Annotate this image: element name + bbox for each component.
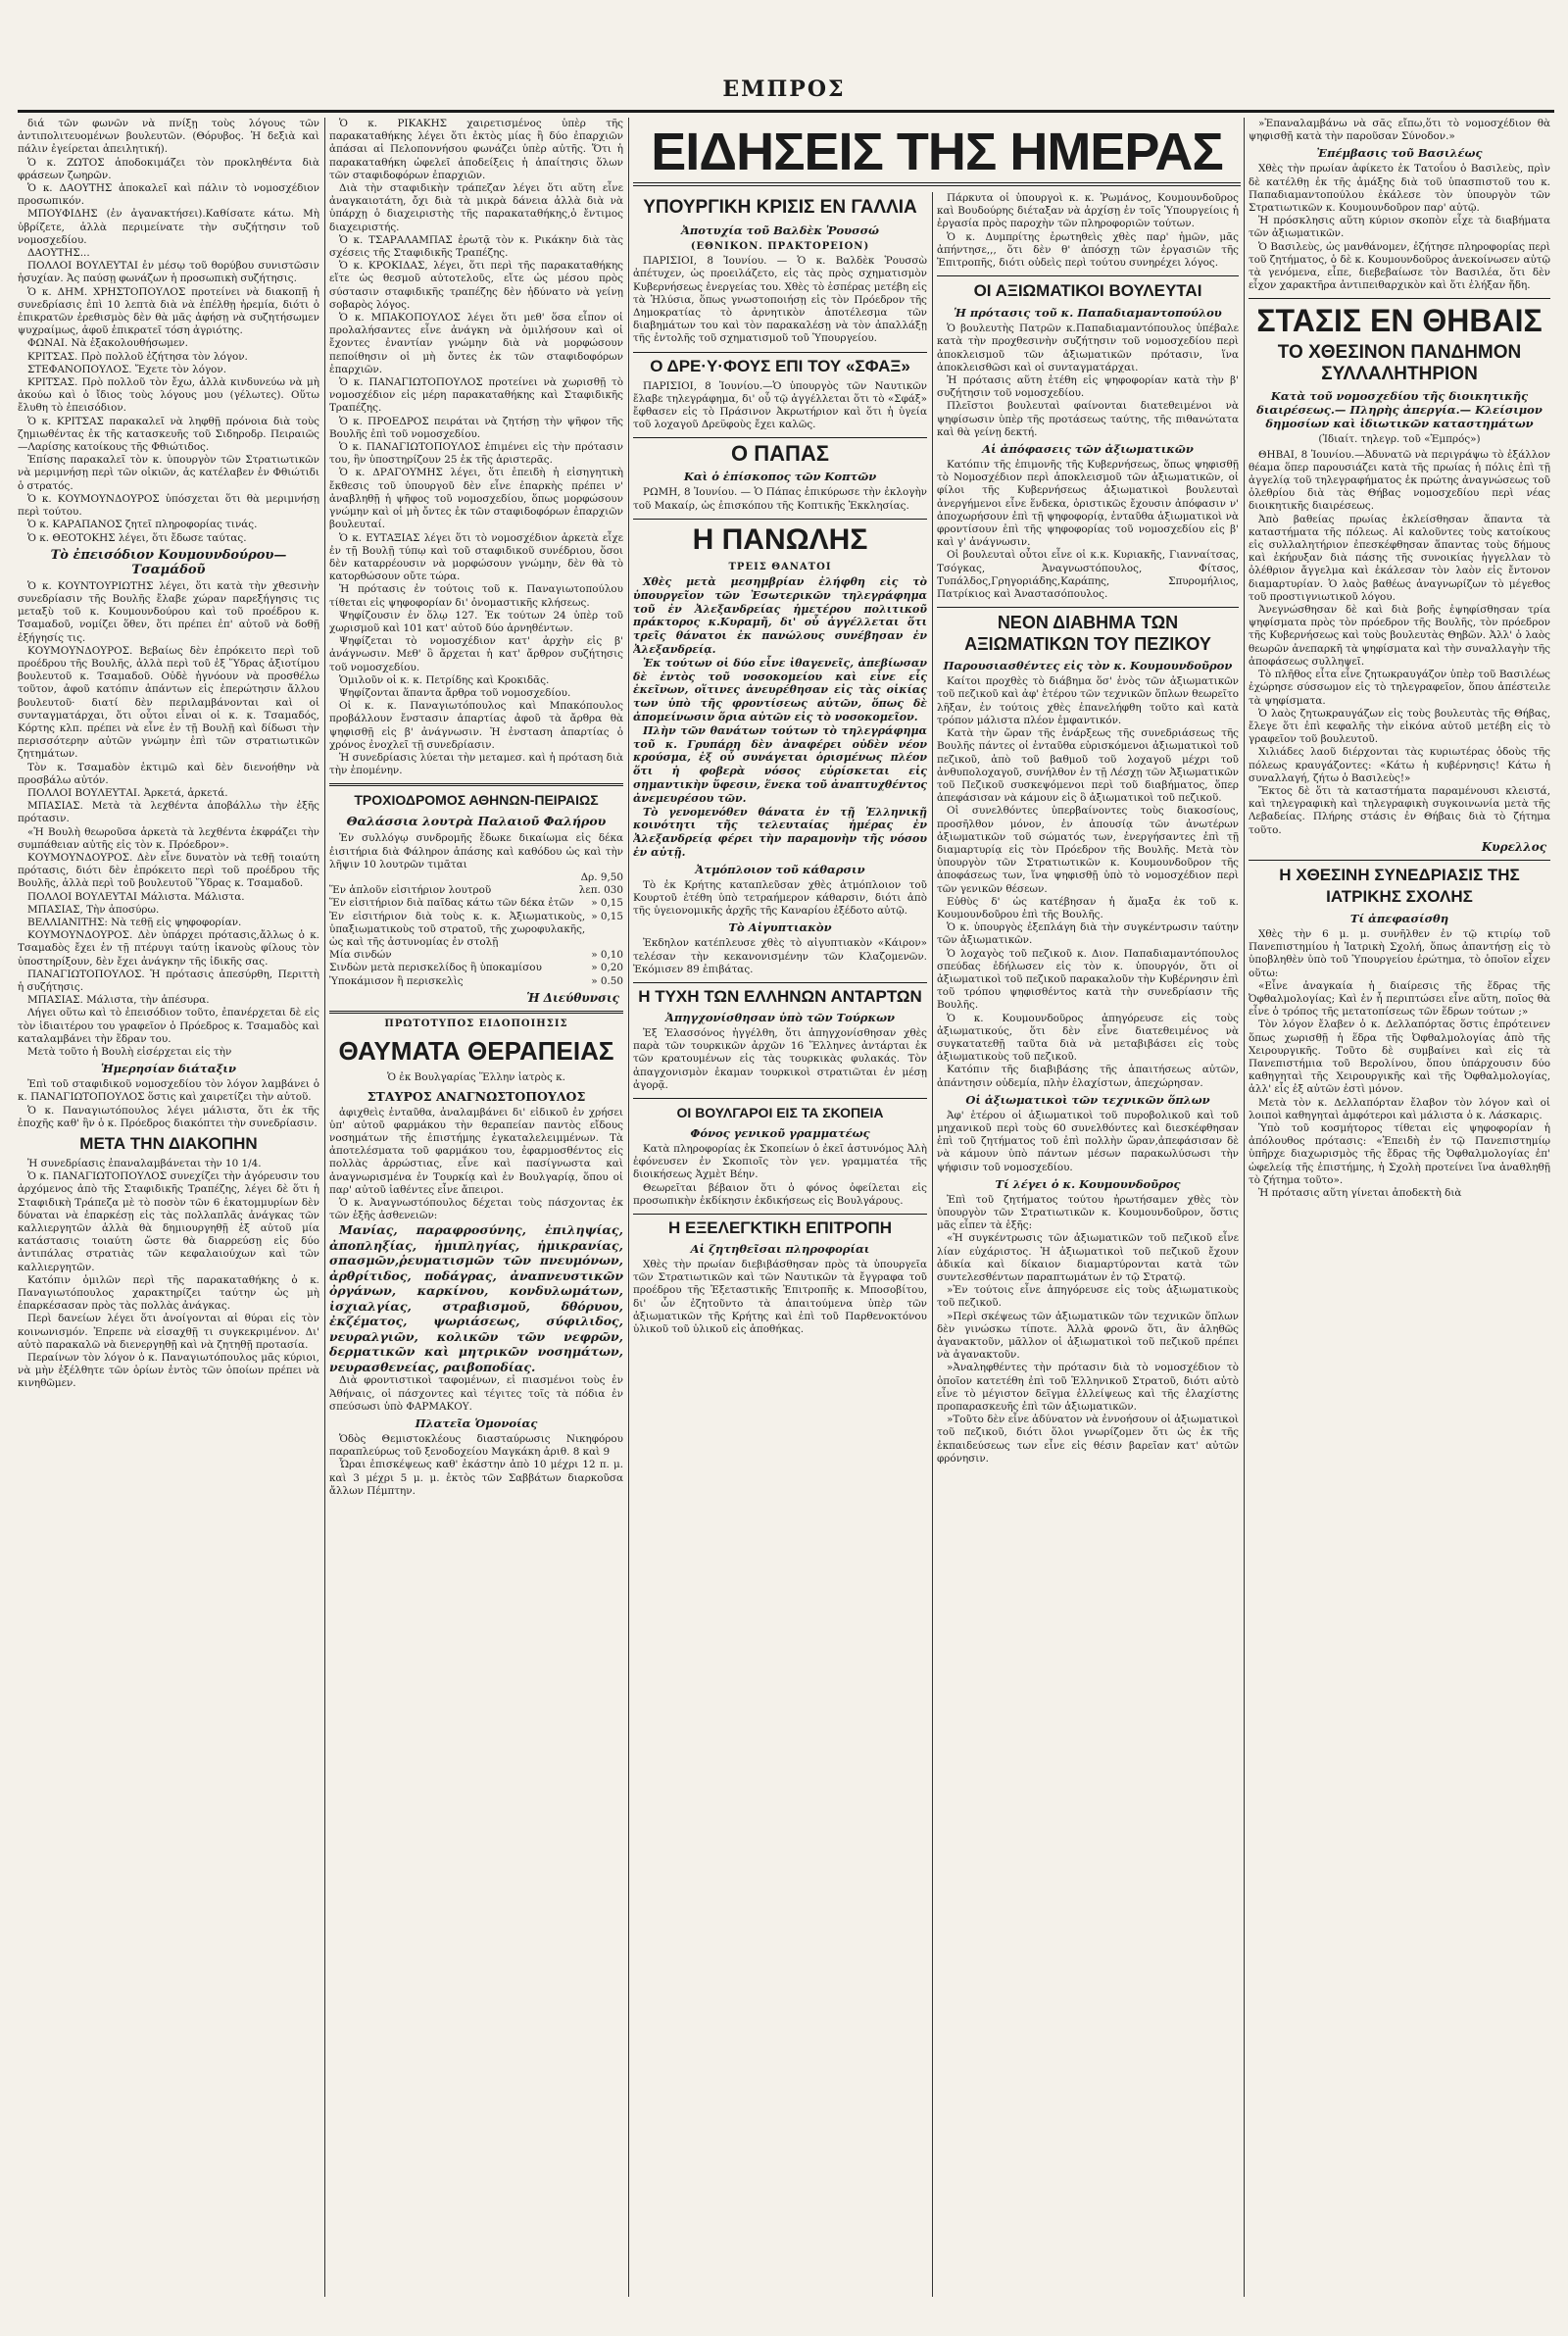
article-skopje-body: Κατὰ πληροφορίας ἐκ Σκοπείων ὁ ἐκεῖ ἀστυνόμος Ἀλὴ ἐφόνευσεν ἐν Σκοπιοῖς τὸν γεν. γραμματέα τῆς διοικήσεως Ἀχμὲτ Βέην. <box>633 1143 927 1181</box>
article-thebes-body <box>1249 449 1550 837</box>
article-thebes-title: ΣΤΑΣΙΣ ΕΝ ΘΗΒΑΙΣ <box>1256 303 1543 339</box>
ad-cure-name: ΣΤΑΥΡΟΣ ΑΝΑΓΝΩΣΤΟΠΟΥΛΟΣ <box>367 1089 586 1105</box>
paragraph: Εὐθὺς δ' ὡς κατέβησαν ἡ ἄμαξα ἐκ τοῦ κ. Κουμουνδοῦρου ἐπὶ τῆς Βουλῆς. <box>937 895 1239 920</box>
ad-tram-prices <box>329 871 623 988</box>
article-infantry-body-2 <box>937 1110 1239 1174</box>
ad-cure-kicker: ΠΡΩΤΟΤΥΠΟΣ ΕΙΔΟΠΟΙΗΣΙΣ <box>384 1019 568 1029</box>
column-1-paras-4 <box>18 1158 319 1391</box>
ad-cure-address-title: Πλατεῖα Ὁμονοίας <box>415 1417 538 1431</box>
ad-tram-subtitle: Θαλάσσια λουτρὰ Παλαιοῦ Φαλήρου <box>346 814 607 829</box>
article-skopje-body-2: Θεωρεῖται βέβαιον ὅτι ὁ φόνος ὀφείλεται εἰς προσωπικὴν ἐκδίκησιν ἐκδικήσεως εἰς Βουλγάρους. <box>633 1181 927 1207</box>
paragraph: ΜΠΟΥΦΙΔΗΣ (ἐν ἀγανακτήσει).Καθίσατε κάτω. Μὴ ὑβρίζετε, ἀλλὰ περιμείνατε τὴν συζήτησιν τοῦ νομοσχεδίου. <box>18 208 319 246</box>
ad-cure-body: ἀφιχθεὶς ἐνταῦθα, ἀναλαμβάνει δι' εἰδικοῦ ἐν χρήσει ὑπ' αὐτοῦ φαρμάκου τὴν θεραπείαν παντὸς εἴδους νοσημάτων τῆς ἐπιστήμης ἐγκαταλελειμμένων. Τὰ ἀποτελέσματα τοῦ φαρμάκου του, ἐφαρμοσθέντος εἰς πολλὰς ἀρρώστιας, εἶνε καὶ πασίγνωστα καὶ ἀναγνωρισμένα ἐν Τουρκίᾳ καὶ ἐν Βουλγαρίᾳ, ὅπου οἱ παρ' αὐτοῦ ἰαθέντες εἶνε ἄπειροι. <box>329 1106 623 1196</box>
article-medschool-title: Η ΧΘΕΣΙΝΗ ΣΥΝΕΔΡΙΑΣΙΣ ΤΗΣ ΙΑΤΡΙΚΗΣ ΣΧΟΛΗΣ <box>1279 865 1520 906</box>
paragraph: ΚΟΥΜΟΥΝΔΟΥΡΟΣ. Δὲν εἶνε δυνατὸν νὰ τεθῇ τοιαύτη πρότασις, διότι δὲν ἐπρόκειτο περὶ τοῦ προέδρου τῆς Βουλῆς, ἀλλὰ περὶ τοῦ βουλευτοῦ Ὕδρας κ. Τσαμαδοῦ. <box>18 851 319 890</box>
paragraph: Οἱ κ. κ. Παναγιωτόπουλος καὶ Μπακόπουλος προβάλλουν ἔνστασιν ἀπαρτίας ἀφοῦ τὰ ἄρθρα θὰ ψηφισθῇ εἰς β' ἀνάγνωσιν. Ἡ ἐνσταση ἀπαρτίας ὁ χρόνος ἐνοχλεῖ τῇ συνεδρίασιν. <box>329 700 623 751</box>
column-2 <box>329 118 623 2297</box>
article-pope-body <box>633 486 927 512</box>
paragraph: Ὁ κ. ΘΕΟΤΟΚΗΣ λέγει, ὅτι ἔδωσε ταύτας. <box>27 531 247 544</box>
paragraph: Ὁ κ. ΜΠΑΚΟΠΟΥΛΟΣ λέγει ὅτι μεθ' ὅσα εἶπον οἱ προλαλήσαντες εἶνε ἀνάγκη νὰ ὁμιλήσουν καὶ οἱ ἔχοντες ἐναντίαν γνώμην διὰ νὰ μορφώσουν πεποίθησιν οἱ μὴ ὄντες ἐκ τῶν σταφιδοφόρων ἐπαρχιῶν. <box>329 312 623 375</box>
article-plague-title: Η ΠΑΝΩΛΗΣ <box>692 522 868 556</box>
price-row <box>329 962 623 974</box>
paragraph: Τὸν κ. Τσαμαδὸν ἐκτιμῶ καὶ δὲν διενοήθην νὰ προσβάλω αὐτόν. <box>18 761 319 786</box>
paragraph: Ὁ κ. ΚΡΙΤΣΑΣ παρακαλεῖ νὰ ληφθῇ πρόνοια διὰ τοὺς ζημιωθέντας ἐκ τῆς κατασκευῆς τοῦ Σιδηροδρ. Πειραιῶς—Λαρίσης κατοίκους τῆς Φθιώτιδος. <box>18 415 319 454</box>
paragraph: Ἡ πρότασις αὕτη ἐτέθη εἰς ψηφοφορίαν κατὰ τὴν β' συζήτησιν τοῦ νομοσχεδίου. <box>937 374 1239 400</box>
price-row <box>329 949 623 962</box>
column-1-paras <box>18 118 319 545</box>
paragraph: ΠΑΝΑΓΙΩΤΟΠΟΥΛΟΣ. Ἡ πρότασις ἀπεσύρθη, Περιττὴ ἡ συζήτησις. <box>18 968 319 993</box>
paragraph: Ἀπὸ βαθείας πρωίας ἐκλείσθησαν ἅπαντα τὰ καταστήματα τῆς πόλεως. Αἱ καλοῦντες τοὺς κατοίκους εἰς συλλαλητήριον ἐπεσκέφθησαν ἅπαντας τοὺς δήμους καὶ ἐκήρυξαν διὰ πάσης τῆς συνοικίας ἠγγελλαν τὸ ὀλέθριον ἄγγελμα καὶ ἐκάλεσαν τὸν λαὸν εἰς ἔντονον διαμαρτυρίαν. Ὁ λαὸς βαθέως ἀναγνωρίζων τὸ μέγεθος τοῦ προστιγνιωτικοῦ λόγου. <box>1249 513 1550 603</box>
paragraph: Ὁ κ. ΡΙΚΑΚΗΣ χαιρετισμένος ὑπὲρ τῆς παρακαταθήκης λέγει ὅτι ἐκτὸς μίας ἢ δύο ἐπαρχιῶν ἁπάσαι αἱ Πελοποννήσου φωνάζει ὑπὲρ αὐτῆς. Ὅτι ἡ παρακαταθήκη ὠφελεῖ ἀποδείξεις ἡ ἀπαίτησις ὅλων τῶν σταφιδοφόρων ἐπαρχιῶν. <box>329 118 623 181</box>
divider <box>329 783 623 786</box>
column-2-paras <box>329 118 623 777</box>
divider <box>329 1011 623 1014</box>
price-label: Ἐν εἰσιτήριον διὰ τοὺς κ. κ. Ἀξιωματικοὺς, ὑπαξιωματικοὺς τοῦ στρατοῦ, τῆς χωροφυλακῆς, ὡς καὶ τῆς ἀστυνομίας ἐν στολῇ <box>329 910 586 948</box>
paragraph: Καίτοι προχθὲς τὸ διάβημα ὅσ' ἑνὸς τῶν ἀξιωματικῶν τοῦ πεζικοῦ καὶ ἀφ' ἑτέρου τῶν τεχνικῶν ὅπλων θεωρεῖτο λῆξαν, ἐν τούτοις χθὲς ἐπανελήφθη τοῦτο καὶ κατὰ τρόπον μάλιστα πλέον ἐμφαντικόν. <box>937 675 1239 726</box>
price-value: » 0,15 <box>591 910 623 922</box>
price-value: » 0,15 <box>591 897 623 910</box>
paragraph: Ἡ πρόσκλησις αὕτη κύριον σκοπὸν εἶχε τὰ διαβήματα τῶν ἀξιωματικῶν. <box>1249 215 1550 240</box>
article-infantry-subtitle: Παρουσιασθέντες εἰς τὸν κ. Κουμουνδοῦρον <box>943 659 1233 673</box>
article-officers-title: ΟΙ ΑΞΙΩΜΑΤΙΚΟΙ ΒΟΥΛΕΥΤΑΙ <box>973 281 1202 301</box>
price-value: Δρ. 9,50 <box>580 870 623 883</box>
paragraph: ΣΤΕΦΑΝΟΠΟΥΛΟΣ. Ἔχετε τὸν λόγον. <box>27 363 227 375</box>
divider <box>633 519 927 520</box>
paragraph: Τὸν λόγον ἔλαβεν ὁ κ. Δελλαπόρτας ὅστις ἐπρότεινεν ὅπως χωρισθῇ ἡ ἕδρα τῆς Ὀφθαλμολογίας ἀπὸ τῆς Χειρουργικῆς. Τοῦτο δὲ συμβαίνει καὶ εἰς τὰ Πανεπιστήμια τοῦ Βερολίνου, ὅπου ὑπάρχουσιν δύο καθηγηταὶ τῆς Χειρουργικῆς καὶ τῆς Ὀφθαλμολογίας, ἀλλ' εἷς ἐξ αὐτῶν ἐστὶ μόνον. <box>1249 1019 1550 1096</box>
paragraph: Ψηφίζεται τὸ νομοσχέδιον κατ' ἀρχὴν εἰς β' ἀνάγνωσιν. Μεθ' ὃ ἄρχεται ἡ κατ' ἄρθρον συζήτησις τοῦ νομοσχεδίου. <box>329 635 623 673</box>
divider <box>633 1098 927 1099</box>
ad-cure-title: ΘΑΥΜΑΤΑ ΘΕΡΑΠΕΙΑΣ <box>338 1036 614 1067</box>
paragraph: ΜΠΑΣΙΑΣ, Τὴν ἀποσύρω. <box>27 903 160 916</box>
price-label: Σινδὼν μετὰ περισκελίδος ἢ ὑποκαμίσου <box>329 962 542 974</box>
article-thebes-subtitle: ΤΟ ΧΘΕΣΙΝΟΝ ΠΑΝΔΗΜΟΝ ΣΥΛΛΑΛΗΤΗΡΙΟΝ <box>1277 342 1522 385</box>
article-dreyfus-body <box>633 380 927 432</box>
column-4-paras <box>937 192 1239 270</box>
column-1-paras-2 <box>18 580 319 1060</box>
paragraph: Ἀφ' ἑτέρου οἱ ἀξιωματικοὶ τοῦ πυροβολικοῦ καὶ τοῦ μηχανικοῦ περὶ τοὺς 60 συνελθόντες καὶ διεσκέφθησαν ἐπὶ τοῦ ζητήματος τοῦ ἐπὶ πολλὴν ὥραν,ἀπεφάσισαν δὲ νὰ κάμουν ὑπὸ πάντων μέσων παρακωλύσωσι τὴν ψήφισιν τοῦ νομοσχεδίου. <box>937 1109 1239 1173</box>
ad-tram-signature: Ἡ Διεύθυνσις <box>526 990 619 1005</box>
price-label: Μία σινδών <box>329 949 392 962</box>
paragraph: ΠΟΛΛΟΙ ΒΟΥΛΕΥΤΑΙ Μάλιστα. Μάλιστα. <box>27 890 245 903</box>
article-medschool-body <box>1249 928 1550 1200</box>
article-officers-body-2 <box>937 459 1239 601</box>
paragraph: Ὁ κ. Κουμουνδοῦρος ἀπηγόρευσε εἰς τοὺς ἀξιωματικούς, ὅτι δὲν εἶνε διατεθειμένος νὰ συγκατατεθῇ ταῦτα διὰ νὰ μεταβιβάσει εἰς τοὺς ἀξιωματικοὺς τοῦ πεζικοῦ. <box>937 1012 1239 1064</box>
column-1-subhead-2: Ἡμερησίαν διάταξιν <box>101 1062 236 1076</box>
paragraph: »Ἀναληφθέντες τὴν πρότασιν διὰ τὸ νομοσχέδιον τὸ ὁποῖον κατετέθη ἐπὶ τοῦ Ἑλληνικοῦ Στρατοῦ, διότι αὐτὸ εἶνε τὸ μέγιστον δεῖγμα ἐλλείψεως καὶ τῆς ἐλαχίστης προπαρασκευῆς ἐπὶ τῶν ἀξιωματικῶν. <box>937 1362 1239 1414</box>
price-value: » 0.50 <box>591 974 623 987</box>
article-plague-body-5: Τὸ ἐκ Κρήτης καταπλεῦσαν χθὲς ἀτμόπλοιον τοῦ Κουρτοῦ ἐτέθη ὑπὸ τετραήμερον κάθαρσιν, διότι ἀπὸ τῆς ὑγειονομικῆς ἀρχῆς τῆς Καναρίου ἐξέδοτο αὐτῷ. <box>633 878 927 918</box>
divider <box>633 437 927 438</box>
paragraph: Διὰ τὴν σταφιδικὴν τράπεζαν λέγει ὅτι αὕτη εἶνε ἀναγκαιοτάτη, ὄχι διὰ τὰ μικρὰ δάνεια ἀλλὰ διὰ νὰ ὑπάρχῃ ὁ διαχειριστὴς τῆς παρακαταθήκης,ὁ ἔντιμος διαχειριστής. <box>329 182 623 233</box>
paragraph: Ἡ πρότασις αὕτη γίνεται ἀποδεκτὴ διὰ <box>1258 1187 1462 1199</box>
column-1-heading-3: ΜΕΤΑ ΤΗΝ ΔΙΑΚΟΠΗΝ <box>79 1134 258 1154</box>
paragraph: Ὁ κ. ΚΟΥΜΟΥΝΔΟΥΡΟΣ ὑπόσχεται ὅτι θὰ μεριμνήσῃ περὶ τούτου. <box>18 492 319 519</box>
paragraph: Ὑπὸ τοῦ κοσμήτορος τίθεται εἰς ψηφοφορίαν ἡ ἀπόλουθος πρότασις: «Ἐπειδὴ ἐν τῷ Πανεπιστημίῳ ὑπῆρχε διαχωρισμὸς τῆς ἕδρας τῆς Ὀφθαλμολογίας ἐπ' ὠφελείᾳ τῆς ἐπιστήμης, ἡ Σχολὴ προτείνει ἵνα ἀναθληθῇ τὸ ζήτημα τοῦτο». <box>1249 1121 1550 1186</box>
top-rule <box>18 110 1554 113</box>
price-row <box>329 911 623 950</box>
paragraph: Ἔκτος δὲ ὅτι τὰ καταστήματα παραμένουσι κλειστά, καὶ τηλεγραφικὴ καὶ τηλεγραφικὴ συγκοινωνία μετὰ τῆς Λεβαδείας. Πλήρης στάσις ἐν Θήβαις διὰ τὸ ζήτημα τοῦτο. <box>1249 784 1550 836</box>
ad-cure-address: Ὁδὸς Θεμιστοκλέους διασταύρωσις Νικηφόρου παραπλεύρως τοῦ ξενοδοχείου Μαγκάκη ἀριθ. 8 καὶ 9 <box>329 1433 623 1459</box>
article-thebes-deck: Κατὰ τοῦ νομοσχεδίου τῆς διοικητικῆς διαιρέσεως.— Πληρὴς ἀπεργία.— Κλείσιμον δημοσίων καὶ ἰδιωτικῶν καταστημάτων <box>1256 389 1543 431</box>
main-headline: ΕΙΔΗΣΕΙΣ ΤΗΣ ΗΜΕΡΑΣ <box>633 122 1241 186</box>
paragraph: Τὸ πλῆθος εἶτα εἶνε ζητωκραυγάζον ὑπὲρ τοῦ Βασιλέως ἐχώρησε σύσσωμον εἰς τὸ τηλεγραφεῖον, ὅπου ἀπέστειλε τὰ ψηφίσματα. <box>1249 669 1550 707</box>
paragraph: Οἱ συνελθόντες ὑπερβαίνοντες τοὺς διακοσίους, προσῆλθον μόνον, ἐν ἀπουσίᾳ τῶν ἀνωτέρων ἀξιωματικῶν τοῦ σώματός των, ἐνεργήσαντες ἐπὶ τῇ διαμαρτυρίᾳ εἰς τὸν Πρόεδρον τῆς Βουλῆς. Μετὰ τὸν ὑπουργὸν τῶν Στρατιωτικῶν κ. Κουμουνδοῦρον τῆς ἀποφάσεως των, ἵνα ψηφισθῇ ὑπὸ τὸ νομοσχέδιον περὶ τῶν γενικῶν θέσεων. <box>937 805 1239 895</box>
paragraph: Οἱ βουλευταὶ οὗτοι εἶνε οἱ κ.κ. Κυριακῆς, Γιανναίτσας, Τσόγκας, Ἀναγνωστόπουλος, Φίτσος, Τυπάλδος,Γρηγοριάδης,Καράπης, Σπυρομήλιος, Πατρίκιος καὶ Ἀναστασόπουλος. <box>937 549 1239 601</box>
paragraph: Ἐπὶ τοῦ σταφιδικοῦ νομοσχεδίου τὸν λόγον λαμβάνει ὁ κ. ΠΑΝΑΓΙΩΤΟΠΟΥΛΟΣ ὅστις καὶ χαιρετίζει τὴν αὐτοῦ. <box>18 1078 319 1104</box>
paragraph: Ψηφίζουσιν ἐν ὅλῳ 127. Ἐκ τούτων 24 ὑπὲρ τοῦ χωρισμοῦ καὶ 101 κατ' αὐτοῦ δύο ἀρνηθέντων. <box>329 609 623 634</box>
article-plague-body-6: Ἐκδηλον κατέπλευσε χθὲς τὸ αἰγυπτιακὸν «Κάιρον» τελέσαν τὴν κεκανονισμένην τῶν Κλαζομενῶν. Ἐκόμισεν 89 ἐπιβάτας. <box>633 937 927 975</box>
column-1-subhead-1: Τὸ ἐπεισόδιον Κουμουνδούρου—Τσαμάδοῦ <box>50 547 287 577</box>
paragraph: Χθὲς τὴν 6 μ. μ. συνῆλθεν ἐν τῷ κτιρίῳ τοῦ Πανεπιστημίου ἡ Ἰατρικὴ Σχολή, ὅπως ἀπαντήσῃ εἰς τὸ ὑποβληθὲν ὑπὸ τοῦ Ὑπουργείου ἐρώτημα, τὸ ὁποῖον εἶχεν οὕτω: <box>1249 927 1550 979</box>
paragraph: ΠΑΡΙΣΙΟΙ, 8 Ἰουνίου.—Ὁ ὑπουργὸς τῶν Ναυτικῶν ἔλαβε τηλεγράφημα, δι' οὗ τῷ ἀγγέλλεται ὅτι τὸ «Σφάξ» ἔφθασεν εἰς τὸ Πράσινον Ἀκρωτήριον καὶ ὅτι ἡ ὑγεία τοῦ λοχαγοῦ Δρεϋφοὺς ἔχει καλῶς. <box>633 379 927 431</box>
article-officers-subtitle: Ἡ πρότασις τοῦ κ. Παπαδιαμαντοπούλου <box>954 306 1222 321</box>
paragraph: Ὁ λοχαγὸς τοῦ πεζικοῦ κ. Διον. Παπαδιαμαντόπουλος σπεύδας ἐδήλωσεν εἰς τὸν κ. ὑπουργόν, ὅτι οἱ ἀξιωματικοὶ τοῦ πεζικοῦ παρακαλοῦν τὴν Κυβέρνησιν ἐπὶ τοῦ τρόπου ψηφισθέντος κατὰ τὴν συνεδρίασιν τῆς Βουλῆς. <box>937 947 1239 1012</box>
article-pope-title: Ο ΠΑΠΑΣ <box>731 441 829 467</box>
article-committee-title: Η ΕΞΕΛΕΓΚΤΙΚΗ ΕΠΙΤΡΟΠΗ <box>667 1218 892 1238</box>
paragraph: Ὁ κ. ΠΑΝΑΓΙΩΤΟΠΟΥΛΟΣ συνεχίζει τὴν ἀγόρευσιν του ἀρχόμενος ἀπὸ τῆς Σταφιδικῆς Τραπέζης, λέγει δὲ ὅτι ἡ Σταφιδικὴ Τράπεζα μὲ τὸ ποσὸν τῶν 6 ἑκατομμυρίων δὲν δύναται νὰ ἐπαρκέσῃ εἰς τὰς πολλαπλᾶς ἀνάγκας τῶν καλλιεργητῶν ἀλλὰ θὰ δημιουργηθῇ ἐξ αὐτοῦ μία κατάστασις τοιαύτη ὥστε θὰ διαρρεύσῃ εἰς δύο ἀντιπάλας στρατιὰς τῶν κεφαλαιούχων καὶ τῶν καλλιεργητῶν. <box>18 1170 319 1273</box>
divider <box>1249 860 1550 861</box>
divider <box>937 607 1239 608</box>
ad-cure-diseases: Μανίας, παραφροσύνης, ἐπιληψίας, ἀποπληξίας, ἡμιπληγίας, ἡμικρανίας, σπασμῶν,ῥευματισμῶν τῶν πνευμόνων, ἀρθρίτιδος, ποδάγρας, ἀναπνευστικῶν ὀργάνων, καρκίνου, κονδυλωμάτων, ἰσχιαλγίας, στραβισμοῦ, δθόρυου, ἐκζέματος, ψωριάσεως, σύφιλιδος, νευραλγιῶν, κολικῶν τῶν νεφρῶν, δερματικῶν καὶ μητρικῶν νοσημάτων, νευρασθενείας, ραιβοποδίας. <box>329 1222 623 1374</box>
paragraph: Κατόπιν τῆς ἐπιμονῆς τῆς Κυβερνήσεως, ὅπως ψηφισθῇ τὸ Νομοσχέδιον περὶ ἀποκλεισμοῦ τῶν ἀξιωματικῶν, οἱ φίλοι τῆς Κυβερνήσεως ἀξιωματικοὶ βουλευταὶ ἀνεργήμενοι εἶνε ἕνδεκα, ὁριστικῶς ἔχουσιν ἀπόφασιν ν' ἀποχωρήσουν ἐπὶ τῇ ψηφοφορίᾳ, ἐνταῦθα ἀξιωματικοὶ νὰ φροντίσουν ἐπὶ τῆς ψηφοφορίας τοῦ νομοσχεδίου εἰς β' καὶ γ' ἀνάγνωσιν. <box>937 459 1239 549</box>
article-officers-body <box>937 323 1239 439</box>
paragraph: Ὁ κ. ΔΑΟΥΤΗΣ ἀποκαλεῖ καὶ πάλιν τὸ νομοσχέδιον προσωπικόν. <box>18 182 319 208</box>
paragraph: ΘΗΒΑΙ, 8 Ἰουνίου.—Ἀδυνατῶ νὰ περιγράψω τὸ ἐξάλλον θέαμα ὅπερ παρουσιάζει κατὰ τῆς πρωίας ἡ πόλις ἐπὶ τῇ ἀγγελίᾳ τοῦ τηλεγραφήματος ἐκ πρώτης ἀναγνώσεως τοῦ ὀλεθρίου διὰ τὰς Θήβας νομοσχεδίου περὶ νέας διοικητικῆς διαιρέσεως. <box>1249 448 1550 513</box>
column-3 <box>633 192 927 2297</box>
article-skopje-title: ΟΙ ΒΟΥΛΓΑΡΟΙ ΕΙΣ ΤΑ ΣΚΟΠΕΙΑ <box>676 1105 884 1121</box>
column-rule <box>932 192 933 2297</box>
article-thebes-signature: Κυρελλος <box>1481 839 1546 854</box>
article-infantry-title: ΝΕΟΝ ΔΙΑΒΗΜΑ ΤΩΝ ΑΞΙΩΜΑΤΙΚΩΝ ΤΟΥ ΠΕΖΙΚΟΥ <box>964 613 1211 655</box>
price-value: » 0,10 <box>591 949 623 962</box>
column-1-paras-3 <box>18 1078 319 1130</box>
article-rebels-subtitle: Ἀπηγχονίσθησαν ὑπὸ τῶν Τούρκων <box>664 1011 896 1024</box>
paragraph: »Ἐπαναλαμβάνω νὰ σᾶς εἴπω,ὅτι τὸ νομοσχέδιον θὰ ψηφισθῇ κατὰ τὴν παροῦσαν Σύνοδον.» <box>1249 118 1550 143</box>
paragraph: Ψηφίζονται ἅπαντα ἄρθρα τοῦ νομοσχεδίου. <box>339 686 571 699</box>
article-thebes-source: (Ἰδιαίτ. τηλεγρ. τοῦ «Ἐμπρός») <box>1318 433 1481 446</box>
column-4 <box>937 192 1239 2297</box>
paragraph: Ἐπὶ τοῦ ζητήματος τούτου ἠρωτήσαμεν χθὲς τὸν ὑπουργὸν τῶν Στρατιωτικῶν κ. Κουμουνδοῦρον, ὅστις μᾶς εἶπεν τὰ ἑξῆς: <box>937 1193 1239 1232</box>
paragraph: Ὁ κ. Δυμπρίτης ἐρωτηθεὶς χθὲς παρ' ἡμῶν, μᾶς ἀπήντησε,,, ὅτι δὲν θ' ἀπόσχῃ τῶν ἐργασιῶν τῆς Ἐπιτροπῆς, διότι οὐδεὶς περὶ τούτου συνηρέχει λόγος. <box>937 230 1239 270</box>
ad-cure-line2: Ὁ κ. Ἀναγνωστόπουλος δέχεται τοὺς πάσχοντας ἐκ τῶν ἑξῆς ἀσθενειῶν: <box>329 1197 623 1222</box>
paragraph: Περαίνων τὸν λόγον ὁ κ. Παναγιωτόπουλος μᾶς κύριοι, νὰ μὴν ἐξέλθητε τῶν ὁρίων ἐντὸς τῶν ὁποίων πρέπει νὰ κινηθῶμεν. <box>18 1352 319 1390</box>
paragraph: Μετὰ τὸν κ. Δελλαπόρταν ἔλαβον τὸν λόγον καὶ οἱ λοιποὶ καθηγηταὶ ἀμφότεροι καὶ μάλιστα ὁ κ. Λάσκαρις. <box>1249 1096 1550 1121</box>
article-rebels-body: Ἐξ Ἐλασσόνος ἠγγέλθη, ὅτι ἀπηγχονίσθησαν χθὲς παρὰ τῶν τουρκικῶν ἀρχῶν 16 Ἕλληνες ἀντάρται ἐκ τῶν κρατουμένων εἰς τὰς τουρκικὰς φυλακάς. Τὸν ἀπαγχονισμὸν ἐκαμαν τουρκικοὶ στρατιῶται ἐν μέσῃ ἀγορᾷ. <box>633 1027 927 1091</box>
paragraph: ΚΡΙΤΣΑΣ. Πρὸ πολλοῦ ἐζήτησα τὸν λόγον. <box>27 350 248 363</box>
column-rule <box>628 118 629 2297</box>
article-medschool-subtitle: Τί ἀπεφασίσθη <box>1349 911 1449 925</box>
article-crisis-subtitle: Ἀποτυχία τοῦ Βαλδὲκ Ῥουσσώ <box>680 224 880 237</box>
article-crisis-source: (ΕΘΝΙΚΟΝ. ΠΡΑΚΤΟΡΕΙΟΝ) <box>690 241 870 252</box>
paragraph: Ὁ λαὸς ζητωκραυγάζων εἰς τοὺς βουλευτὰς τῆς Θήβας, ἔλεγε ὅτι ἐπὶ κεφαλῆς τὴν εἰκόνα αὐτοῦ μετέβη εἰς τὸ γραφεῖον τοῦ βουλευτοῦ. <box>1249 707 1550 746</box>
column-rule <box>324 118 325 2297</box>
paragraph: Χιλιάδες λαοῦ διέρχονται τὰς κυριωτέρας ὁδοὺς τῆς πόλεως κραυγάζοντες: «Κάτω ἡ κυβέρνησις! Κάτω ἡ συναλλαγή, ζήτω ὁ Βασιλεὺς!» <box>1249 746 1550 784</box>
paragraph: Ὁ κ. ὑπουργὸς ἐξεπλάγη διὰ τὴν συγκέντρωσιν ταύτην τῶν ἀξιωματικῶν. <box>937 921 1239 947</box>
paragraph: Ὁ κ. ΠΡΟΕΔΡΟΣ πειράται νὰ ζητήσῃ τὴν ψῆφον τῆς Βουλῆς ἐπὶ τοῦ νομοσχεδίου. <box>329 415 623 440</box>
article-plague-body-3: Πλὴν τῶν θανάτων τούτων τὸ τηλεγράφημα τοῦ κ. Γρυπάρη δὲν ἀναφέρει οὐδὲν νέον κρούσμα, ἐξ οὗ συνάγεται ὁρισμένως πλέον ὅτι ἡ φοβερὰ νόσος εὑρίσκεται εἰς σημαντικὴν ὕφεσιν, ἕνεκα τοῦ ἀναπτυχθέντος ἀνεμευρέσου τῶν. <box>633 723 927 805</box>
paragraph: Ὁ κ. ΔΗΜ. ΧΡΗΣΤΟΠΟΥΛΟΣ προτείνει νὰ διακοπῇ ἡ συνεδρίασις ἐπὶ 10 λεπτὰ διὰ νὰ ἐπέλθῃ ἠρεμία, διότι ὁ ἐπικρατῶν ἐρεθισμὸς δὲν θὰ μᾶς ἀφήσῃ νὰ συζητήσωμεν ψυχραίμως, ἀφοῦ ἐπικρατεῖ τόση ἀγριότης. <box>18 285 319 337</box>
article-plague-sub-3: Τὸ Αἰγυπτιακὸν <box>728 920 832 935</box>
paragraph: Ἡ συνεδρίασις λύεται τὴν μεταμεσ. καὶ ἡ πρόταση διὰ τὴν ἐπομένην. <box>329 751 623 777</box>
paragraph: Ὁ κ. ΚΟΥΝΤΟΥΡΙΩΤΗΣ λέγει, ὅτι κατὰ τὴν χθεσινὴν συνεδρίασιν τῆς Βουλῆς ἔλαβε χώραν παρεξήγησις τις μεταξὺ τοῦ κ. Κουμουνδούρου καὶ τοῦ προέδρου κ. Τσαμαδοῦ, νομίζει ὅθεν, ὅτι πρέπει ἐπ' αὐτοῦ νὰ δοθῇ ἐξήγησίς τις. <box>18 579 319 644</box>
paragraph: ΜΠΑΣΙΑΣ. Μετὰ τὰ λεχθέντα ἀποβάλλω τὴν ἐξῆς πρότασιν. <box>18 800 319 825</box>
article-skopje-subtitle: Φόνος γενικοῦ γραμματέως <box>690 1126 870 1141</box>
price-row <box>329 871 623 884</box>
divider <box>1249 298 1550 299</box>
paragraph: ΠΑΡΙΣΙΟΙ, 8 Ἰουνίου. — Ὁ κ. Βαλδὲκ Ῥουσσὼ ἀπέτυχεν, ὡς προειλάζετο, εἰς τὰς πρὸς σχηματισμὸν Κυβερνήσεως ἐνεργείας του. Χθὲς τὸ ἑσπέρας μετέβη εἰς τὰ Ἠλύσια, ὅπως γνωστοποιήσῃ εἰς τὸν Πρόεδρον τῆς Δημοκρατίας τὸ ἀρνητικὸν ἀποτέλεσμα τῶν διαβημάτων του καὶ τὸν παρακαλέσῃ νὰ τὸν ἀπαλλάξῃ τῆς ἐντολῆς τοῦ σχηματισμοῦ τοῦ Ὑπουργείου. <box>633 255 927 345</box>
paragraph: Περὶ δανείων λέγει ὅτι ἀνοίγονται αἱ θύραι εἰς τὸν κοινωνισμόν. Ἐπρεπε νὰ εἰσαχθῇ τι συγκεκριμένον. Δι' αὐτὸ παρακαλῶ νὰ διενεργηθῇ καὶ νὰ ζητηθῇ προτασία. <box>18 1313 319 1351</box>
paragraph: Ὁ κ. ΕΥΤΑΞΙΑΣ λέγει ὅτι τὸ νομοσχέδιον ἀρκετὰ εἶχε ἐν τῇ Βουλῇ τύπῳ καὶ τοῦ σταφιδικοῦ συνέδριου, ὅσοι δὲν καταρρέουσιν νὰ μορφώσουν γνώμην, δὲν θὰ τὸ κατορθώσουν οὔτε τώρα. <box>329 531 623 583</box>
price-row <box>329 975 623 988</box>
paragraph: ΜΠΑΣΙΑΣ. Μάλιστα, τὴν ἀπέσυρα. <box>27 994 210 1007</box>
price-value: λεπ. 030 <box>578 884 623 897</box>
price-label: Ἕν εἰσιτήριον διὰ παῖδας κάτω τῶν δέκα ἐτῶν <box>329 897 574 910</box>
paragraph: «Ἡ Βουλὴ θεωροῦσα ἀρκετὰ τὰ λεχθέντα ἐκφράζει τὴν συμπάθειαν αὐτῆς εἰς τὸν κ. Πρόεδρον». <box>18 825 319 851</box>
paragraph: Κατὰ τὴν ὥραν τῆς ἐνάρξεως τῆς συνεδριάσεως τῆς Βουλῆς πάντες οἱ ἐνταῦθα εὑρισκόμενοι ἀξιωματικοὶ τοῦ πεζικοῦ, ἀπὸ τοῦ βαθμοῦ τοῦ λοχαγοῦ μέχρι τοῦ ἀνθυπολοχαγοῦ, συνήλθον ἐν τῇ Λέσχῃ τῶν Ἀξιωματικῶν τοῦ Πεζικοῦ συσκεψόμενοι περὶ τοῦ διαβήματος, ὅπερ ἀπεφάσισαν νὰ κάμουν εἰς ὃ ἀξιωματικοὶ τοῦ πεζικοῦ. <box>937 727 1239 805</box>
paragraph: Ὁ κ. ΠΑΝΑΓΙΩΤΟΠΟΥΛΟΣ προτείνει νὰ χωρισθῇ τὸ νομοσχέδιον εἰς μέρη παρακαταθήκης καὶ Σταφιδικῆς Τραπέζης. <box>329 376 623 415</box>
paragraph: Ὁ κ. ΚΑΡΑΠΑΝΟΣ ζητεῖ πληροφορίας τινάς. <box>27 519 258 531</box>
article-crisis-title: ΥΠΟΥΡΓΙΚΗ ΚΡΙΣΙΣ ΕΝ ΓΑΛΛΙΑ <box>643 197 917 218</box>
article-infantry-sub-3: Τί λέγει ὁ κ. Κουμουνδοῦρος <box>995 1176 1181 1191</box>
divider <box>633 1214 927 1215</box>
ad-cure-tail: Διὰ φροντιστικοὶ ταφομένων, εἰ πιασμένοι τοὺς ἐν Ἀθήναις, οἱ πάσχοντες καὶ τέγιτες τοῖς τὰ πόδια ἐν σπεύσωσι ὑπὸ ΦΑΡΜΑΚΟΥ. <box>329 1374 623 1413</box>
paragraph: ΦΩΝΑΙ. Νὰ ἐξακολουθήσωμεν. <box>27 337 188 350</box>
paragraph: Ὁ βουλευτὴς Πατρῶν κ.Παπαδιαμαντόπουλος ὑπέβαλε κατὰ τὴν προχθεσινὴν συζήτησιν τοῦ νομοσχεδίου περὶ ἀποκλεισμοῦ τῶν ἀξιωματικῶν πρότασιν, ἵνα ἀποκλεισθῶσι καὶ οἱ συνταγματάρχαι. <box>937 323 1239 373</box>
paragraph: ΠΟΛΛΟΙ ΒΟΥΛΕΥΤΑΙ ἐν μέσῳ τοῦ θορύβου συνιστῶσιν ἡσυχίαν. Ἀς παύσῃ φωνάζων ἡ προσωπικὴ συζήτησις. <box>18 260 319 285</box>
paragraph: Κατόπιν ὁμιλῶν περὶ τῆς παρακαταθήκης ὁ κ. Παναγιωτόπουλος χαρακτηρίζει ταύτην ὡς μὴ ἐπαρκέσασαν πρὸς τὰς πολλὰς ἀνάγκας. <box>18 1273 319 1313</box>
paragraph: »Τοῦτο δὲν εἶνε ἀδύνατον νὰ ἐννοήσουν οἱ ἀξιωματικοὶ τοῦ πεζικοῦ, διότι ὅλοι γνωρίζομεν ὅτι ὡς ἐκ τῆς ἐκπαιδεύσεως των εἶνε εἰς θέσιν βαρεῖαν κατ' αὐτῶν φρόνησιν. <box>937 1414 1239 1465</box>
paragraph: «Εἶνε ἀναγκαία ἡ διαίρεσις τῆς ἕδρας τῆς Ὀφθαλμολογίας; Καὶ ἐν ἧ περιπτώσει εἶνε αὕτη, ποῖος θὰ εἶνε ὁ τρόπος τῆς μετατοπίσεως τῶν ἕδρων τούτων ;» <box>1249 979 1550 1019</box>
price-label: Ὑποκάμισον ἢ περισκελὶς <box>329 974 464 987</box>
paragraph: Ὁ κ. Παναγιωτόπουλος λέγει μάλιστα, ὅτι ἐκ τῆς ἐποχῆς καθ' ἣν ὁ κ. Πρόεδρος διακόπτει τὴν συνεδρίασιν. <box>18 1104 319 1129</box>
paragraph: ΚΟΥΜΟΥΝΔΟΥΡΟΣ. Δὲν ὑπάρχει πρότασις,ἄλλως ὁ κ. Τσαμαδὸς ἔχει ἐν τῇ πτέρυγι ταύτῃ ἱκανοὺς φίλους τὸν ὑποστηρίξουν, δὲν ἔχει ἀνάγκην τῆς ἰδικῆς σας. <box>18 929 319 968</box>
paragraph: Κατόπιν τῆς διαβιβάσης τῆς ἀπαιτήσεως αὐτῶν, ἀπάντησιν οὐδεμία, πλὴν ἐλαχίστων, ἀπεχώρησαν. <box>937 1064 1239 1089</box>
ad-cure-line1: Ὁ ἐκ Βουλγαρίας Ἕλλην ἰατρὸς κ. <box>387 1071 565 1084</box>
paragraph: »Περὶ σκέψεως τῶν ἀξιωματικῶν τῶν τεχνικῶν ὅπλων δὲν γινώσκω τίποτε. Ἀλλὰ φρονῶ ὅτι, ἂν ἀληθῶς ἀγανακτοῦν, μᾶλλον οἱ ἀξιωματικοὶ τοῦ πεζικοῦ πρέπει νὰ ἀγανακτοῦν. <box>937 1310 1239 1362</box>
column-rule <box>1244 118 1245 2297</box>
divider <box>937 275 1239 276</box>
article-plague-body: Χθὲς μετὰ μεσημβρίαν ἐλήφθη εἰς τὸ ὑπουργεῖον τῶν Ἐσωτερικῶν τηλεγράφημα τοῦ ἐν Ἀλεξανδρείας ἡμετέρου πολιτικοῦ πράκτορος κ.Κυραμῆ, δι' οὗ ἀγγέλλεται ὅτι τρεῖς θάνατοι ἐκ πανώλους συνέβησαν ἐν Ἀλεξανδρείᾳ. <box>633 575 927 657</box>
article-dreyfus-title: Ο ΔΡΕ·Υ·ΦΟΥΣ ΕΠΙ ΤΟΥ «ΣΦΑΞ» <box>650 356 910 375</box>
paragraph: Ὁ κ. ΚΡΟΚΙΔΑΣ, λέγει, ὅτι περὶ τῆς παρακαταθήκης εἴτε ὡς θεσμοῦ αὐτοτελοῦς, εἴτε ὡς μέσου πρὸς σύστασιν σταφιδικῆς τραπέζης δὲν ἠδύνατο νὰ γείνῃ σοβαρὸς λόγος. <box>329 260 623 311</box>
paragraph: Μετὰ τοῦτο ἡ Βουλὴ εἰσέρχεται εἰς τὴν <box>27 1046 232 1059</box>
article-plague-body-4: Τὸ γενομενόθεν θάνατα ἐν τῇ Ἑλληνικῇ κοινότητι τῆς τελευταίας ἡμέρας ἐν Ἀλεξανδρείᾳ φέρει τὴν παραμονὴν τῆς νόσου ἐν αὐτῇ. <box>633 805 927 859</box>
paragraph: Ὁ κ. ΖΩΤΟΣ ἀποδοκιμάζει τὸν προκληθέντα διὰ φράσεων ζωηρῶν. <box>18 156 319 181</box>
divider <box>633 982 927 983</box>
article-king-body <box>1249 163 1550 292</box>
ad-tram-title: ΤΡΟΧΙΟΔΡΟΜΟΣ ΑΘΗΝΩΝ-ΠΕΙΡΑΙΩΣ <box>354 792 599 809</box>
paragraph: Ἡ πρότασις ἐν τούτοις τοῦ κ. Παναγιωτοπούλου τίθεται εἰς ψηφοφορίαν δι' ὀνομαστικῆς κλήσεως. <box>329 583 623 609</box>
column-5 <box>1249 118 1550 2297</box>
article-plague-subtitle: ΤΡΕΙΣ ΘΑΝΑΤΟΙ <box>728 561 832 572</box>
article-committee-subtitle: Αἱ ζητηθεῖσαι πληροφορίαι <box>690 1242 870 1257</box>
article-plague-body-2: Ἐκ τούτων οἱ δύο εἶνε ἰθαγενεῖς, ἀπεβίωσαν δὲ ἐντὸς τοῦ νοσοκομείου καὶ εἶνε εἷς ἐκεῖνων, οἵτινες ἀνευρέθησαν εἰς τὰς οἰκίας των ὑπὸ τῆς φροντίσεως αὐτῶν, ὅπως δὲ ἀπομείνωσιν ὅρια αὐτῶν εἰς τὸ νοσοκομεῖον. <box>633 656 927 724</box>
paragraph: ΒΕΛΛΙΑΝΙΤΗΣ: Νὰ τεθῇ εἰς ψηφοφορίαν. <box>27 916 242 928</box>
paragraph: ΔΑΟΥΤΗΣ... <box>27 247 90 260</box>
article-committee-body: Χθὲς τὴν πρωίαν διεβιβάσθησαν πρὸς τὰ ὑπουργεῖα τῶν Στρατιωτικῶν καὶ τῶν Ναυτικῶν τὰ ἔγγραφα τοῦ προέδρου τῆς Ἐξεταστικῆς Ἐπιτροπῆς κ. Μποσοβίτου, δι' ὧν ἐζητοῦντο τὰ ἀπαιτούμενα ὑπὲρ τῶν ἀξιωματικῶν τῆς Κρήτης καὶ ἐπὶ τοῦ Παρθενοκτόνου ὑλικοῦ τοῦ ὑλικοῦ εἰς ἀποθήκας. <box>633 1259 927 1336</box>
paragraph: Ὁ κ. ΠΑΝΑΓΙΩΤΟΠΟΥΛΟΣ ἐπιμένει εἰς τὴν πρότασιν του, ἣν ὑποστηρίζουν 25 ἐκ τῆς ἀριστερᾶς. <box>329 441 623 467</box>
price-row <box>329 884 623 897</box>
article-king-subtitle: Ἐπέμβασις τοῦ Βασιλέως <box>1316 146 1483 161</box>
paragraph: ΚΡΙΤΣΑΣ. Πρὸ πολλοῦ τὸν ἔχω, ἀλλὰ κινδυνεύω νὰ μὴ ἀκούω καὶ ὁ ἴδιος τοὺς λόγους μου (γέλωτες). Οὕτω ἔλυθη τὸ ἐπεισόδιον. <box>18 376 319 415</box>
paragraph: Χθὲς τὴν πρωίαν ἀφίκετο ἐκ Τατοΐου ὁ Βασιλεὺς, πρὶν δὲ κατέλθῃ ἐκ τῆς ἁμάξης διὰ τοῦ ὑπασπιστοῦ του κ. Παπαδιαμαντοπούλου ἐκάλεσε τὸν ὑπουργὸν τῶν Στρατιωτικῶν κ. Κουμουνδοῦρον παρ' αὐτῷ. <box>1249 163 1550 215</box>
paragraph: Ἡ συνεδρίασις ἐπαναλαμβάνεται τὴν 10 1/4. <box>27 1158 262 1170</box>
article-infantry-sub-2: Οἱ ἀξιωματικοὶ τῶν τεχνικῶν ὅπλων <box>965 1092 1210 1107</box>
price-value: » 0,20 <box>591 962 623 974</box>
paragraph: ΚΟΥΜΟΥΝΔΟΥΡΟΣ. Βεβαίως δὲν ἐπρόκειτο περὶ τοῦ προέδρου τῆς Βουλῆς, ἀλλὰ περὶ τοῦ ἐξ Ὕδρας ἀξιοτίμου βουλευτοῦ κ. Τσαμαδοῦ. Οὐδὲ ἠγνόουν νὰ προσθέλω τοῦτον, ἀφοῦ κατόπιν ἁπάντων εἰς ἐπερώτησιν ἄλλου βουλευτοῦ· διατί δὲν περιλαμβάνονται καὶ οἱ συνταγματάρχαι, ὅτι οὗτοι εἶναι οἱ κ. κ. Τσαμαδός, Κόρτης κλπ. πρέπει νὰ εἶνε ἐν τῇ Βουλῇ καὶ δίδωσι τὴν περισσότερην αὐτῶν γνώμην ἐπὶ τῶν στρατιωτικῶν ζητημάτων. <box>18 644 319 761</box>
article-infantry-body <box>937 675 1239 1090</box>
paragraph: Πλεῖστοι βουλευταὶ φαίνονται διατεθειμένοι νὰ ψηφίσωσιν ὑπὲρ τῆς προτάσεως ταύτης, τῆς πιθανώτατα καὶ θὰ γείνῃ δεκτή. <box>937 400 1239 438</box>
paragraph: διά τῶν φωνῶν νὰ πνίξῃ τοὺς λόγους τῶν ἀντιπολιτευομένων βουλευτῶν. (Θόρυβος. Ἡ δεξιὰ καὶ πάλιν ἐγείρεται ἀπειλητική). <box>18 118 319 156</box>
masthead-title: ΕΜΠΡΟΣ <box>722 76 846 102</box>
ad-cure-hours: Ὧραι ἐπισκέψεως καθ' ἑκάστην ἀπὸ 10 μέχρι 12 π. μ. καὶ 3 μέχρι 5 μ. μ. ἐκτὸς τῶν Σαββάτων διαρκοῦσα ἄλλων Πέμπτην. <box>329 1459 623 1497</box>
article-officers-sub-2: Αἱ ἀπόφασεις τῶν ἀξιωματικῶν <box>982 442 1194 457</box>
paragraph: Ὁ κ. ΤΣΑΡΑΛΑΜΠΑΣ ἐρωτᾷ τὸν κ. Ρικάκην διὰ τὰς σχέσεις τῆς Σταφιδικῆς Τραπέζης. <box>329 233 623 260</box>
column-5-paras <box>1249 118 1550 143</box>
paragraph: «Ἡ συγκέντρωσις τῶν ἀξιωματικῶν τοῦ πεζικοῦ εἶνε λίαν εὐχάριστος. Ἡ ἀξιωματικοὶ τοῦ πεζικοῦ ἔχουν ἀδικία καὶ δίκαιον διαμαρτύρονται κατὰ τῶν συντελεσθέντων παραπτωμάτων ἐν τῷ Στρατῷ. <box>937 1232 1239 1284</box>
article-pope-subtitle: Καὶ ὁ ἐπίσκοπος τῶν Κοπτῶν <box>683 470 877 484</box>
article-infantry-body-3 <box>937 1194 1239 1466</box>
paragraph: ΠΟΛΛΟΙ ΒΟΥΛΕΥΤΑΙ. Ἀρκετά, ἀρκετά. <box>27 786 228 799</box>
paragraph: »Ἐν τούτοις εἶνε ἀπηγόρευσε εἰς τοὺς ἀξιωματικοὺς τοῦ πεζικοῦ. <box>937 1284 1239 1310</box>
paragraph: ΡΩΜΗ, 8 Ἰουνίου. — Ὁ Πάπας ἐπικύρωσε τὴν ἐκλογὴν τοῦ Μακαίρ, ὡς ἐπισκόπου τῆς Κοπτικῆς Ἐκκλησίας. <box>633 486 927 512</box>
price-label: Ἕν ἁπλοῦν εἰσιτήριον λουτροῦ <box>329 884 492 897</box>
article-crisis-body <box>633 255 927 345</box>
price-row <box>329 897 623 910</box>
paragraph: Ὁμιλοῦν οἱ κ. κ. Πετρίδης καὶ Κροκιδᾶς. <box>339 673 550 686</box>
paragraph: Λήγει οὕτω καὶ τὸ ἐπεισόδιον τοῦτο, ἐπανέρχεται δὲ εἰς τὸν ἰδιαιτέρου του γραφεῖον ὁ Πρόεδρος κ. Τσαμαδὸς καὶ καταλαμβάνει τὴν ἕδραν του. <box>18 1007 319 1045</box>
paragraph: Ὁ Βασιλεὺς, ὡς μανθάνομεν, ἐζήτησε πληροφορίας περὶ τοῦ ζητήματος, ὁ δὲ κ. Κουμουνδοῦρος ἀνεκοίνωσεν αὐτῷ τὰ γενόμενα, εἶπε, διεβεβαίωσε τὸν Βασιλέα, ὅτι δὲν εἶχον χαρακτῆρα ἀντιπειθαρχικὸν καὶ ὅτι ἐλήξαν ἤδη. <box>1249 240 1550 292</box>
paragraph: Ὁ κ. ΔΡΑΓΟΥΜΗΣ λέγει, ὅτι ἐπειδὴ ἡ εἰσηγητικὴ ἔκθεσις τοῦ ὑπουργοῦ δὲν εἶνε ἐπαρκὴς πρέπει ν' ἀναβληθῇ ἡ ψῆφος τοῦ νομοσχεδίου, ὅπως μορφώσουν γνώμην καὶ οἱ μὴ ὄντες ἐκ τῶν σταφιδοφόρων ἐπαρχιῶν βουλευταί. <box>329 467 623 531</box>
paragraph: Ἐπίσης παρακαλεῖ τὸν κ. ὑπουργὸν τῶν Στρατιωτικῶν νὰ μεριμνήσῃ περὶ τῶν οἰκιῶν, ἀς κατέλαβεν ἐν Φθιώτιδι ὁ στρατός. <box>18 454 319 492</box>
ad-tram-body: Ἐν συλλόγῳ συνδρομῆς ἔδωκε δικαίωμα εἰς δέκα ἐισιτήρια διὰ Φάληρον ἀπάσης καὶ καθόδου ὡς καὶ τὴν λῆψιν 10 λουτρῶν τιμᾶται <box>329 832 623 870</box>
divider <box>633 352 927 353</box>
article-rebels-title: Η ΤΥΧΗ ΤΩΝ ΕΛΛΗΝΩΝ ΑΝΤΑΡΤΩΝ <box>638 987 922 1006</box>
article-plague-sub-2: Ἀτμόπλοιον τοῦ κάθαρσιν <box>695 862 865 876</box>
column-1 <box>18 118 319 2297</box>
paragraph: Ἀνεγνώσθησαν δὲ καὶ διὰ βοῆς ἐψηφίσθησαν τρία ψηφίσματα πρὸς τὸν πρόεδρον τῆς Βουλῆς, τὸν πρόεδρον τῆς Κυβερνήσεως καὶ τοὺς βουλευτὰς Θηβῶν. Ἀλλ' ὁ λαὸς θεωρῶν ἀνεπαρκῆ τὰ ψηφίσματα καὶ τὴν συναλλαγὴν τῆς ἀποφάσεως συλληψεῖ. <box>1249 604 1550 668</box>
paragraph: Πάρκυτα οἱ ὑπουργοὶ κ. κ. Ῥωμάνος, Κουμουνδοῦρος καὶ Βουδούρης διέταξαν νὰ ἀρχίσῃ ἐν τοῖς Ὑπουργείοις ἡ ἐργασία πρὸς παροχὴν τῶν πληροφοριῶν τούτων. <box>937 192 1239 230</box>
